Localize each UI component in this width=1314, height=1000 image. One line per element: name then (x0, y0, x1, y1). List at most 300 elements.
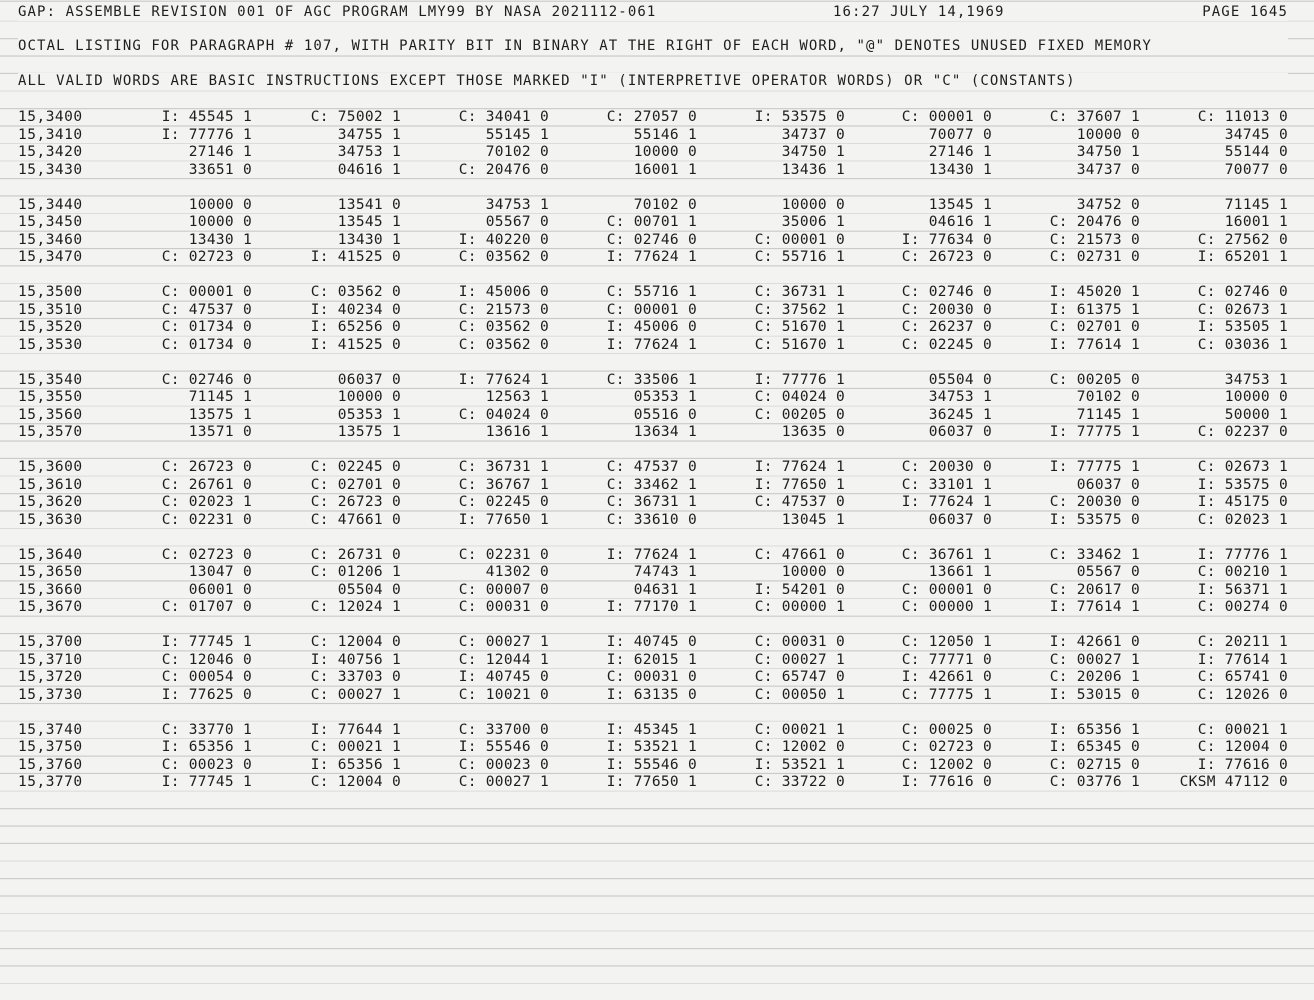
memory-word: 33651 0 (188, 161, 252, 178)
memory-word: 06037 0 (1076, 476, 1140, 493)
row-address: 15,3560 (18, 406, 83, 423)
row-address: 15,3430 (18, 161, 83, 178)
memory-word: I: 77624 1 (754, 459, 845, 475)
memory-word: I: 77775 1 (1049, 459, 1140, 475)
memory-word: C: 20476 0 (1049, 214, 1140, 230)
memory-word: C: 34041 0 (458, 109, 549, 125)
memory-word: C: 04024 0 (754, 389, 845, 405)
memory-word: 13430 1 (337, 231, 401, 248)
memory-word: 10000 0 (1076, 126, 1140, 143)
memory-word: C: 02237 0 (1197, 424, 1288, 440)
memory-word: I: 53575 0 (1049, 511, 1140, 528)
memory-word: C: 00027 1 (458, 634, 549, 650)
memory-word: C: 36761 1 (901, 546, 992, 563)
memory-word: C: 55716 1 (754, 249, 845, 265)
listing-row (0, 739, 1314, 756)
memory-word: I: 65345 0 (1049, 739, 1140, 755)
memory-word: 71145 1 (188, 389, 252, 405)
listing-row (0, 512, 1314, 529)
memory-word: C: 03036 1 (1197, 336, 1288, 353)
assembly-title: GAP: ASSEMBLE REVISION 001 OF AGC PROGRAM LMY99 BY NASA 2021112-061 (18, 4, 657, 20)
memory-word: C: 00027 1 (754, 651, 845, 668)
listing-row (0, 372, 1314, 389)
memory-word: C: 02023 1 (1197, 511, 1288, 528)
memory-word: I: 77776 1 (161, 126, 252, 143)
memory-word: C: 20030 0 (901, 459, 992, 475)
memory-word: 34737 0 (781, 126, 845, 143)
memory-word: C: 20030 0 (901, 301, 992, 318)
memory-word: 74743 1 (633, 564, 697, 580)
memory-word: 34753 1 (337, 144, 401, 160)
memory-word: 36245 1 (928, 406, 992, 423)
memory-word: 71145 1 (1076, 406, 1140, 423)
row-address: 15,3620 (18, 494, 83, 510)
memory-word: C: 02701 0 (1049, 319, 1140, 335)
memory-word: I: 77614 1 (1049, 599, 1140, 615)
row-address: 15,3570 (18, 424, 83, 440)
memory-word: I: 77614 1 (1049, 336, 1140, 353)
memory-word: C: 01734 0 (161, 336, 252, 353)
memory-word: C: 65741 0 (1197, 669, 1288, 685)
memory-word: C: 47537 0 (606, 459, 697, 475)
memory-word: C: 11013 0 (1197, 109, 1288, 125)
memory-word: I: 77625 0 (161, 686, 252, 703)
memory-word: I: 63135 0 (606, 686, 697, 703)
memory-word: I: 65256 0 (310, 319, 401, 335)
listing-row (0, 109, 1314, 126)
memory-word: I: 77776 1 (1197, 546, 1288, 563)
memory-word: 27146 1 (188, 144, 252, 160)
memory-word: 06037 0 (928, 511, 992, 528)
memory-word: C: 77771 0 (901, 651, 992, 668)
memory-word: C: 00054 0 (161, 669, 252, 685)
memory-word: 34745 0 (1224, 126, 1288, 143)
memory-word: I: 77616 0 (901, 774, 992, 790)
memory-word: C: 04024 0 (458, 406, 549, 423)
memory-word: I: 53521 1 (754, 756, 845, 773)
listing-row (0, 459, 1314, 476)
memory-word: I: 77650 1 (606, 774, 697, 790)
row-address: 15,3440 (18, 196, 83, 213)
memory-word: C: 00050 1 (754, 686, 845, 703)
listing-row (0, 582, 1314, 599)
memory-word: C: 01206 1 (310, 564, 401, 580)
memory-word: C: 02023 1 (161, 494, 252, 510)
memory-word: I: 77624 1 (606, 249, 697, 265)
memory-word: I: 53575 0 (1197, 476, 1288, 493)
memory-word: 05516 0 (633, 406, 697, 423)
listing-row (0, 547, 1314, 564)
memory-word: I: 40756 1 (310, 651, 401, 668)
memory-word: C: 00027 1 (458, 774, 549, 790)
memory-word: 13430 1 (188, 231, 252, 248)
memory-word: I: 53575 0 (754, 109, 845, 125)
memory-word: C: 12044 1 (458, 651, 549, 668)
memory-word: I: 77650 1 (754, 476, 845, 493)
memory-word: C: 36767 1 (458, 476, 549, 493)
row-address: 15,3520 (18, 319, 83, 335)
memory-word: C: 37607 1 (1049, 109, 1140, 125)
memory-word: I: 42661 0 (901, 669, 992, 685)
listing-row (0, 634, 1314, 651)
memory-word: I: 40220 0 (458, 231, 549, 248)
memory-word: I: 77614 1 (1197, 651, 1288, 668)
memory-word: 35006 1 (781, 214, 845, 230)
row-address: 15,3510 (18, 301, 83, 318)
memory-word: 55144 0 (1224, 144, 1288, 160)
memory-word: CKSM 47112 0 (1179, 774, 1288, 790)
row-address: 15,3730 (18, 686, 83, 703)
listing-legend: ALL VALID WORDS ARE BASIC INSTRUCTIONS EXCEPT THOSE MARKED "I" (INTERPRETIVE OPERATOR WORDS) OR "C" (CONSTANTS) (18, 73, 1076, 89)
memory-word: 13634 1 (633, 424, 697, 440)
memory-word: C: 00021 1 (310, 739, 401, 755)
memory-word: C: 51670 1 (754, 336, 845, 353)
memory-word: C: 20030 0 (1049, 494, 1140, 510)
memory-word: 34752 0 (1076, 196, 1140, 213)
listing-row (0, 722, 1314, 739)
memory-word: C: 12050 1 (901, 634, 992, 650)
listing-row (0, 214, 1314, 231)
memory-word: 13430 1 (928, 161, 992, 178)
memory-word: 05567 0 (1076, 564, 1140, 580)
memory-word: 05353 1 (633, 389, 697, 405)
memory-word: C: 33722 0 (754, 774, 845, 790)
memory-word: C: 00025 0 (901, 721, 992, 738)
memory-word: C: 77775 1 (901, 686, 992, 703)
memory-word: 10000 0 (1224, 389, 1288, 405)
listing-row (0, 162, 1314, 179)
memory-word: C: 02746 0 (1197, 284, 1288, 300)
memory-word: C: 00027 1 (1049, 651, 1140, 668)
row-address: 15,3410 (18, 126, 83, 143)
memory-word: I: 77745 1 (161, 634, 252, 650)
memory-word: C: 33610 0 (606, 511, 697, 528)
memory-word: C: 00205 0 (754, 406, 845, 423)
memory-word: C: 00274 0 (1197, 599, 1288, 615)
memory-word: C: 00001 0 (161, 284, 252, 300)
memory-word: 05504 0 (337, 581, 401, 598)
memory-word: 13047 0 (188, 564, 252, 580)
row-address: 15,3400 (18, 109, 83, 125)
memory-word: I: 77170 1 (606, 599, 697, 615)
memory-word: C: 02723 0 (161, 546, 252, 563)
listing-row (0, 144, 1314, 161)
memory-word: 05567 0 (485, 214, 549, 230)
memory-word: 06037 0 (337, 371, 401, 388)
memory-word: C: 33700 0 (458, 721, 549, 738)
memory-word: C: 00001 0 (901, 581, 992, 598)
memory-word: 13635 0 (781, 424, 845, 440)
memory-word: 13545 1 (337, 214, 401, 230)
memory-word: I: 40234 0 (310, 301, 401, 318)
listing-row (0, 687, 1314, 704)
memory-word: C: 00007 0 (458, 581, 549, 598)
row-address: 15,3460 (18, 231, 83, 248)
memory-word: 34753 1 (485, 196, 549, 213)
memory-word: C: 12004 0 (1197, 739, 1288, 755)
assembly-timestamp: 16:27 JULY 14,1969 (833, 4, 1005, 20)
memory-word: C: 20211 1 (1197, 634, 1288, 650)
memory-word: 10000 0 (188, 214, 252, 230)
memory-word: 10000 0 (188, 196, 252, 213)
memory-word: C: 02746 0 (161, 371, 252, 388)
listing-row (0, 652, 1314, 669)
memory-word: C: 00021 1 (754, 721, 845, 738)
memory-word: C: 12004 0 (310, 774, 401, 790)
memory-word: 34750 1 (1076, 144, 1140, 160)
memory-word: C: 47661 0 (754, 546, 845, 563)
memory-word: 06037 0 (928, 424, 992, 440)
memory-word: I: 53505 1 (1197, 319, 1288, 335)
listing-row (0, 337, 1314, 354)
memory-word: 16001 1 (1224, 214, 1288, 230)
memory-word: C: 12026 0 (1197, 686, 1288, 703)
listing-row (0, 757, 1314, 774)
memory-word: C: 36731 1 (606, 494, 697, 510)
row-address: 15,3450 (18, 214, 83, 230)
memory-word: 70102 0 (633, 196, 697, 213)
listing-row (0, 424, 1314, 441)
listing-description: OCTAL LISTING FOR PARAGRAPH # 107, WITH PARITY BIT IN BINARY AT THE RIGHT OF EACH WORD, "@" DENOTES UNUSED FIXED MEMORY (18, 38, 1152, 54)
memory-word: I: 54201 0 (754, 581, 845, 598)
memory-word: 41302 0 (485, 564, 549, 580)
memory-word: 13661 1 (928, 564, 992, 580)
memory-word: C: 12002 0 (901, 756, 992, 773)
memory-word: I: 40745 0 (606, 634, 697, 650)
memory-word: 13575 1 (337, 424, 401, 440)
memory-word: C: 02715 0 (1049, 756, 1140, 773)
memory-word: C: 33101 1 (901, 476, 992, 493)
memory-word: C: 10021 0 (458, 686, 549, 703)
memory-word: C: 03562 0 (458, 249, 549, 265)
memory-word: C: 47537 0 (754, 494, 845, 510)
memory-word: 13575 1 (188, 406, 252, 423)
memory-word: C: 00023 0 (161, 756, 252, 773)
memory-word: 10000 0 (633, 144, 697, 160)
header-line-2 (18, 38, 1288, 55)
memory-word: C: 00021 1 (1197, 721, 1288, 738)
memory-word: C: 65747 0 (754, 669, 845, 685)
memory-word: C: 02245 0 (901, 336, 992, 353)
memory-word: 34737 0 (1076, 161, 1140, 178)
memory-word: 06001 0 (188, 581, 252, 598)
memory-word: 13436 1 (781, 161, 845, 178)
listing-row (0, 774, 1314, 791)
memory-word: C: 02245 0 (310, 459, 401, 475)
memory-word: C: 03562 0 (458, 336, 549, 353)
memory-word: C: 27562 0 (1197, 231, 1288, 248)
memory-word: 05504 0 (928, 371, 992, 388)
memory-word: 70102 0 (1076, 389, 1140, 405)
memory-word: I: 65201 1 (1197, 249, 1288, 265)
row-address: 15,3770 (18, 774, 83, 790)
page-number: PAGE 1645 (1202, 4, 1288, 20)
memory-word: C: 02245 0 (458, 494, 549, 510)
row-address: 15,3670 (18, 599, 83, 615)
memory-word: C: 26723 0 (901, 249, 992, 265)
row-address: 15,3760 (18, 756, 83, 773)
memory-word: I: 77616 0 (1197, 756, 1288, 773)
memory-word: C: 26723 0 (161, 459, 252, 475)
memory-word: C: 01734 0 (161, 319, 252, 335)
memory-word: 13571 0 (188, 424, 252, 440)
memory-word: I: 45545 1 (161, 109, 252, 125)
memory-word: C: 21573 0 (1049, 231, 1140, 248)
memory-word: C: 02731 0 (1049, 249, 1140, 265)
memory-word: C: 03776 1 (1049, 774, 1140, 790)
memory-word: C: 47661 0 (310, 511, 401, 528)
memory-word: I: 62015 1 (606, 651, 697, 668)
memory-word: C: 00210 1 (1197, 564, 1288, 580)
memory-word: I: 40745 0 (458, 669, 549, 685)
memory-word: C: 00031 0 (754, 634, 845, 650)
memory-word: 04616 1 (337, 161, 401, 178)
row-address: 15,3660 (18, 581, 83, 598)
memory-word: C: 03562 0 (458, 319, 549, 335)
listing-row (0, 302, 1314, 319)
memory-word: 55146 1 (633, 126, 697, 143)
memory-word: 04631 1 (633, 581, 697, 598)
listing-row (0, 564, 1314, 581)
memory-word: I: 42661 0 (1049, 634, 1140, 650)
memory-word: 34750 1 (781, 144, 845, 160)
memory-word: C: 51670 1 (754, 319, 845, 335)
listing-row (0, 127, 1314, 144)
memory-word: C: 33770 1 (161, 721, 252, 738)
memory-word: 27146 1 (928, 144, 992, 160)
memory-word: C: 33703 0 (310, 669, 401, 685)
row-address: 15,3750 (18, 739, 83, 755)
memory-word: C: 02723 0 (161, 249, 252, 265)
memory-word: I: 61375 1 (1049, 301, 1140, 318)
memory-word: I: 77624 1 (606, 336, 697, 353)
memory-word: I: 77624 1 (458, 371, 549, 388)
memory-word: C: 27057 0 (606, 109, 697, 125)
listing-row (0, 197, 1314, 214)
listing-row (0, 319, 1314, 336)
memory-word: C: 00701 1 (606, 214, 697, 230)
memory-word: I: 77634 0 (901, 231, 992, 248)
memory-word: I: 45006 0 (458, 284, 549, 300)
memory-word: 71145 1 (1224, 196, 1288, 213)
memory-word: I: 55546 0 (458, 739, 549, 755)
memory-word: C: 00031 0 (458, 599, 549, 615)
memory-word: I: 77650 1 (458, 511, 549, 528)
listing-row (0, 232, 1314, 249)
memory-word: I: 65356 1 (1049, 721, 1140, 738)
memory-word: 34753 1 (928, 389, 992, 405)
memory-word: 10000 0 (781, 196, 845, 213)
memory-word: C: 01707 0 (161, 599, 252, 615)
memory-word: I: 45175 0 (1197, 494, 1288, 510)
row-address: 15,3420 (18, 144, 83, 160)
memory-word: 55145 1 (485, 126, 549, 143)
row-address: 15,3710 (18, 651, 83, 668)
memory-word: C: 00027 1 (310, 686, 401, 703)
memory-word: C: 02746 0 (606, 231, 697, 248)
row-address: 15,3470 (18, 249, 83, 265)
memory-word: C: 36731 1 (458, 459, 549, 475)
row-address: 15,3740 (18, 721, 83, 738)
listing-row (0, 669, 1314, 686)
memory-word: 16001 1 (633, 161, 697, 178)
memory-word: I: 77624 1 (901, 494, 992, 510)
listing-row (0, 477, 1314, 494)
memory-word: I: 77775 1 (1049, 424, 1140, 440)
memory-word: C: 00205 0 (1049, 371, 1140, 388)
memory-word: 13541 0 (337, 196, 401, 213)
header-line-3 (18, 73, 1288, 90)
row-address: 15,3500 (18, 284, 83, 300)
memory-word: I: 77745 1 (161, 774, 252, 790)
memory-word: 70102 0 (485, 144, 549, 160)
memory-word: C: 02723 0 (901, 739, 992, 755)
memory-word: I: 55546 0 (606, 756, 697, 773)
memory-word: C: 02231 0 (161, 511, 252, 528)
row-address: 15,3550 (18, 389, 83, 405)
row-address: 15,3720 (18, 669, 83, 685)
memory-word: C: 02231 0 (458, 546, 549, 563)
memory-word: I: 45020 1 (1049, 284, 1140, 300)
memory-word: 34755 1 (337, 126, 401, 143)
memory-word: C: 12046 0 (161, 651, 252, 668)
memory-word: C: 55716 1 (606, 284, 697, 300)
row-address: 15,3630 (18, 511, 83, 528)
memory-word: C: 00001 0 (606, 301, 697, 318)
memory-word: C: 02701 0 (310, 476, 401, 493)
memory-word: C: 02673 1 (1197, 459, 1288, 475)
memory-word: 34753 1 (1224, 371, 1288, 388)
memory-word: 13616 1 (485, 424, 549, 440)
memory-word: C: 12004 0 (310, 634, 401, 650)
memory-word: 10000 0 (781, 564, 845, 580)
memory-word: 70077 0 (928, 126, 992, 143)
memory-word: C: 12024 1 (310, 599, 401, 615)
memory-word: I: 45006 0 (606, 319, 697, 335)
listing-row (0, 494, 1314, 511)
memory-word: I: 65356 1 (161, 739, 252, 755)
memory-word: C: 00001 0 (754, 231, 845, 248)
memory-word: C: 03562 0 (310, 284, 401, 300)
memory-word: I: 56371 1 (1197, 581, 1288, 598)
memory-word: 13045 1 (781, 511, 845, 528)
memory-word: C: 37562 1 (754, 301, 845, 318)
memory-word: C: 20206 1 (1049, 669, 1140, 685)
memory-word: I: 41525 0 (310, 336, 401, 353)
memory-word: C: 20617 0 (1049, 581, 1140, 598)
memory-word: C: 00031 0 (606, 669, 697, 685)
memory-word: C: 00000 1 (901, 599, 992, 615)
memory-word: I: 45345 1 (606, 721, 697, 738)
memory-word: C: 26723 0 (310, 494, 401, 510)
listing-row (0, 389, 1314, 406)
memory-word: C: 00001 0 (901, 109, 992, 125)
memory-word: C: 21573 0 (458, 301, 549, 318)
row-address: 15,3700 (18, 634, 83, 650)
memory-word: C: 20476 0 (458, 161, 549, 178)
memory-word: C: 26237 0 (901, 319, 992, 335)
memory-word: I: 77776 1 (754, 371, 845, 388)
memory-word: I: 53521 1 (606, 739, 697, 755)
header-line-1 (18, 4, 1288, 21)
memory-word: C: 26761 0 (161, 476, 252, 493)
row-address: 15,3610 (18, 476, 83, 493)
memory-word: C: 26731 0 (310, 546, 401, 563)
memory-word: C: 75002 1 (310, 109, 401, 125)
memory-word: 50000 1 (1224, 406, 1288, 423)
memory-word: 04616 1 (928, 214, 992, 230)
memory-word: I: 53015 0 (1049, 686, 1140, 703)
